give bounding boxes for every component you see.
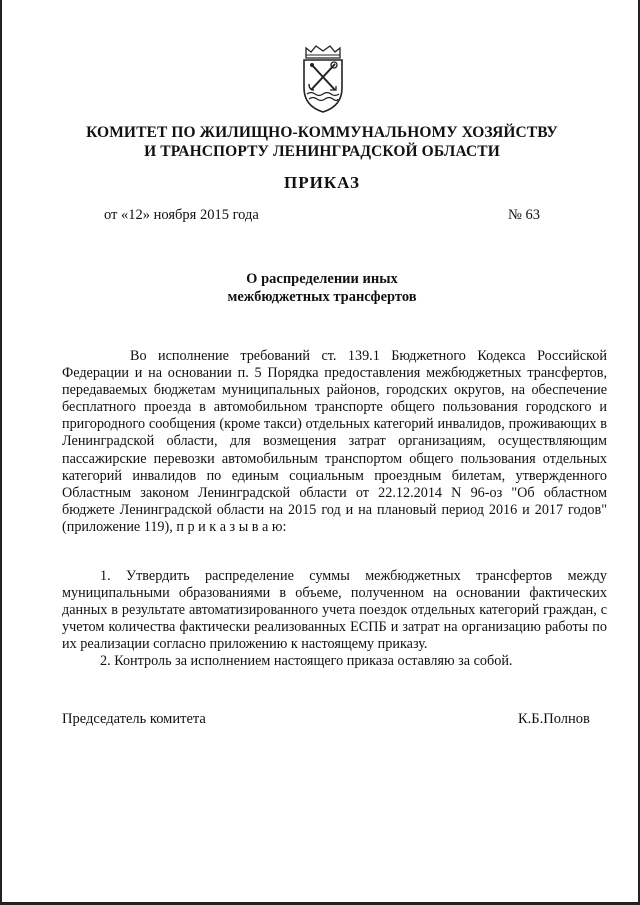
subject-line1: О распределении иных	[246, 271, 398, 287]
body-paragraph-item-2: 2. Контроль за исполнением настоящего приказа оставляю за собой.	[100, 653, 513, 669]
subject-line2: межбюджетных трансфертов	[227, 289, 417, 305]
body-paragraph-item-1: 1. Утвердить распределение суммы межбюджетных трансфертов между муниципальными образованиями в объеме, полученном на основании фактических данных в результате автоматизированного учета поездок отдельных категорий граждан, с учетом количества фактически реализованных ЕСПБ и затрат на организацию работы по их реализации согласно приложению к настоящему приказу.	[62, 568, 607, 653]
organization-name-line1: КОМИТЕТ ПО ЖИЛИЩНО-КОММУНАЛЬНОМУ ХОЗЯЙСТВУ	[86, 124, 558, 141]
leningrad-oblast-coat-of-arms-icon	[300, 44, 346, 114]
body-paragraph-preamble: Во исполнение требований ст. 139.1 Бюджетного Кодекса Российской Федерации и на основании п. 5 Порядка предоставления межбюджетных трансфертов, передаваемых бюджетам муниципальных районов, городских округов, на обеспечение бесплатного проезда в автомобильном транспорте общего пользования городского и пригородного сообщения (кроме такси) отдельных категорий инвалидов, проживающих в Ленинградской области, для возмещения затрат организациям, осуществляющим пассажирские перевозки автомобильным транспортом общего пользования отдельных категорий инвалидов по единым социальным проездным билетам, утвержденного Областным законом Ленинградской области от 22.12.2014 N 96-оз "Об областном бюджете Ленинградской области на 2015 год и на плановый период 2016 и 2017 годов" (приложение 119), п р и к а з ы в а ю:	[62, 348, 607, 535]
document-type: ПРИКАЗ	[284, 173, 360, 192]
signatory-title: Председатель комитета	[62, 711, 206, 727]
organization-name-line2: И ТРАНСПОРТУ ЛЕНИНГРАДСКОЙ ОБЛАСТИ	[144, 143, 500, 160]
document-number: № 63	[508, 207, 540, 223]
signatory-name: К.Б.Полнов	[518, 711, 590, 727]
document-date: от «12» ноября 2015 года	[104, 207, 259, 223]
